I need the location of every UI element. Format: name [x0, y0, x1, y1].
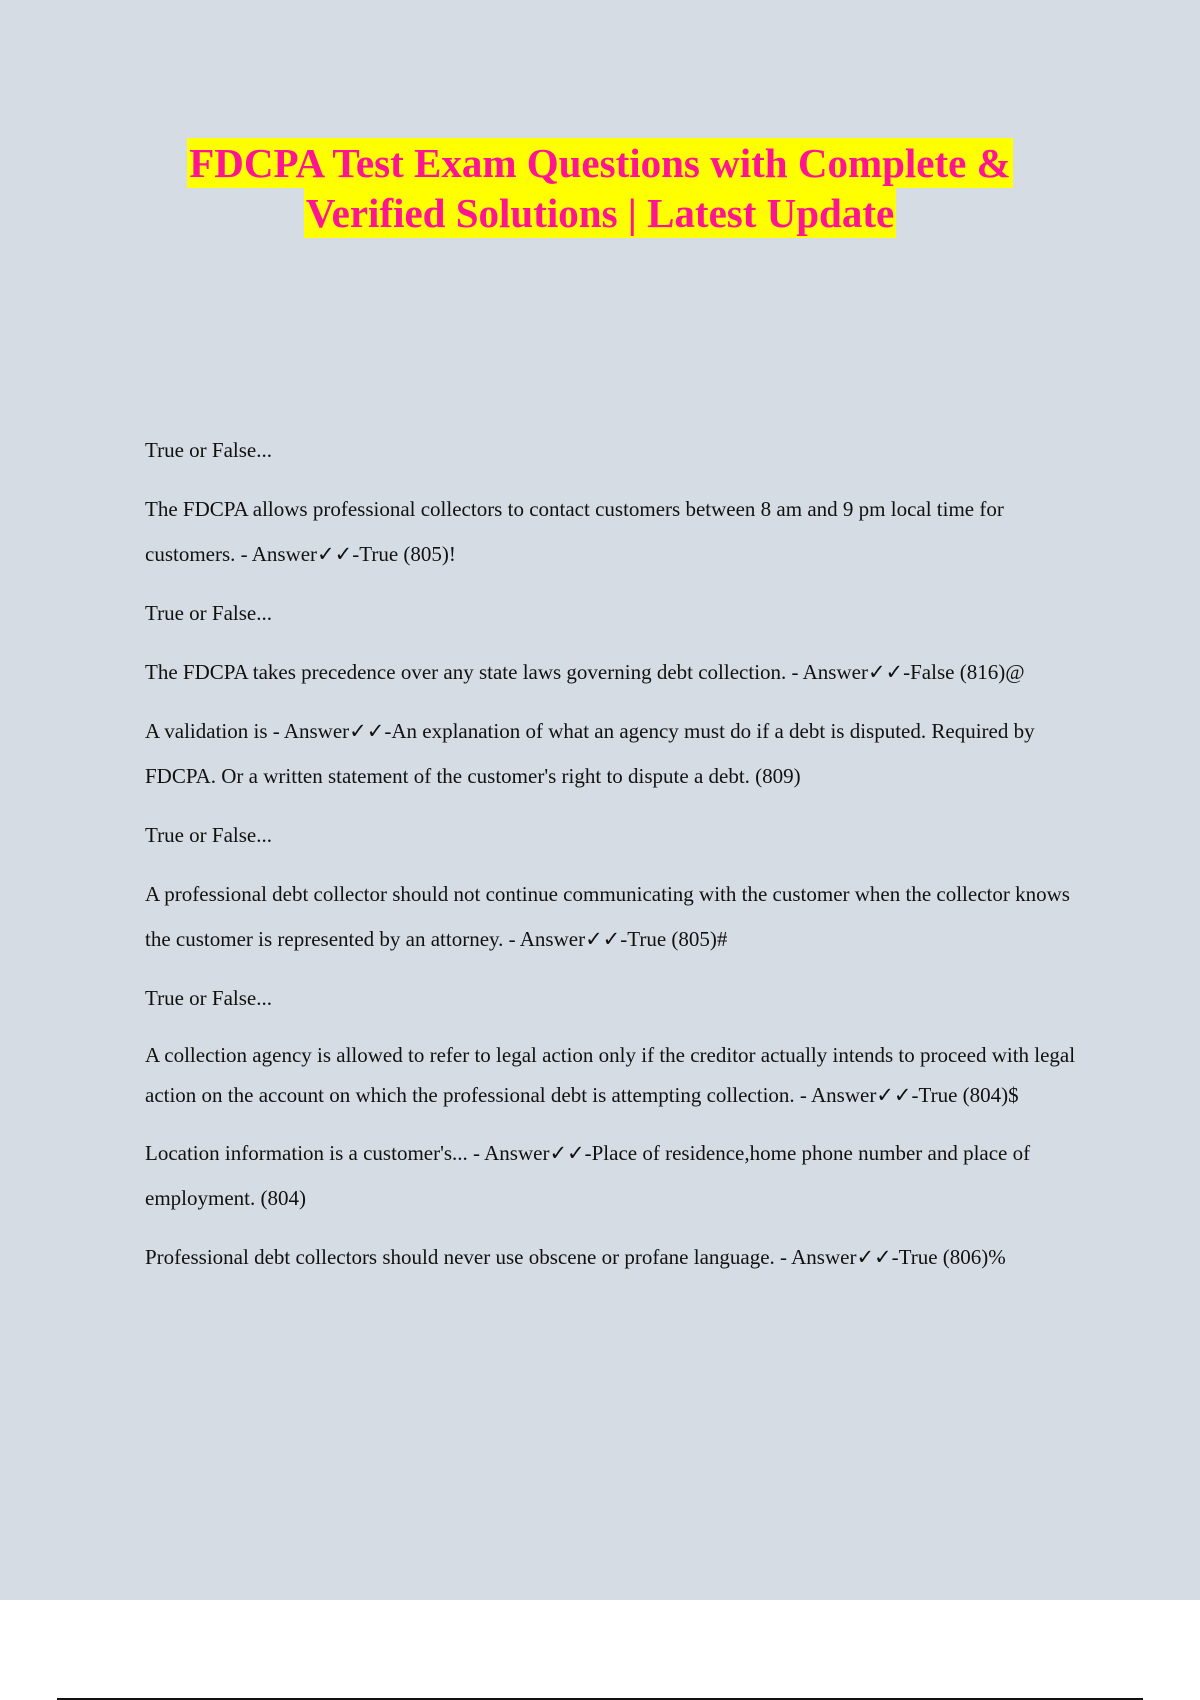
paragraph-true-false: True or False... [145, 601, 272, 625]
paragraph-question: Professional debt collectors should never use obscene or profane language. - Answer✓✓-True (806)% [145, 1245, 1006, 1269]
paragraph-question: A validation is - Answer✓✓-An explanation of what an agency must do if a debt is disputed. Required by FDCPA. Or a written statement of the customer's right to dispute a debt. (809) [145, 719, 1035, 788]
title-line-2: Verified Solutions | Latest Update [305, 190, 895, 236]
paragraph-true-false: True or False... [145, 986, 272, 1010]
title-line-1: FDCPA Test Exam Questions with Complete & [189, 140, 1011, 186]
paragraph-question: The FDCPA takes precedence over any state laws governing debt collection. - Answer✓✓-False (816)@ [145, 660, 1025, 684]
paragraph-question: A collection agency is allowed to refer to legal action only if the creditor actually intends to proceed with legal action on the account on which the professional debt is attempting collection. - Answer✓✓-True (804)$ [145, 1043, 1076, 1107]
paragraph-true-false: True or False... [145, 823, 272, 847]
document-body [145, 428, 1095, 1294]
paragraph-question: The FDCPA allows professional collectors to contact customers between 8 am and 9 pm local time for customers. - Answer✓✓-True (805)! [145, 497, 1004, 566]
paragraph-question: A professional debt collector should not continue communicating with the customer when the collector knows the customer is represented by an attorney. - Answer✓✓-True (805)# [145, 882, 1070, 951]
paragraph-question: Location information is a customer's... - Answer✓✓-Place of residence,home phone number and place of employment. (804) [145, 1141, 1031, 1210]
paragraph-true-false: True or False... [145, 438, 272, 462]
document-title [0, 138, 1200, 238]
